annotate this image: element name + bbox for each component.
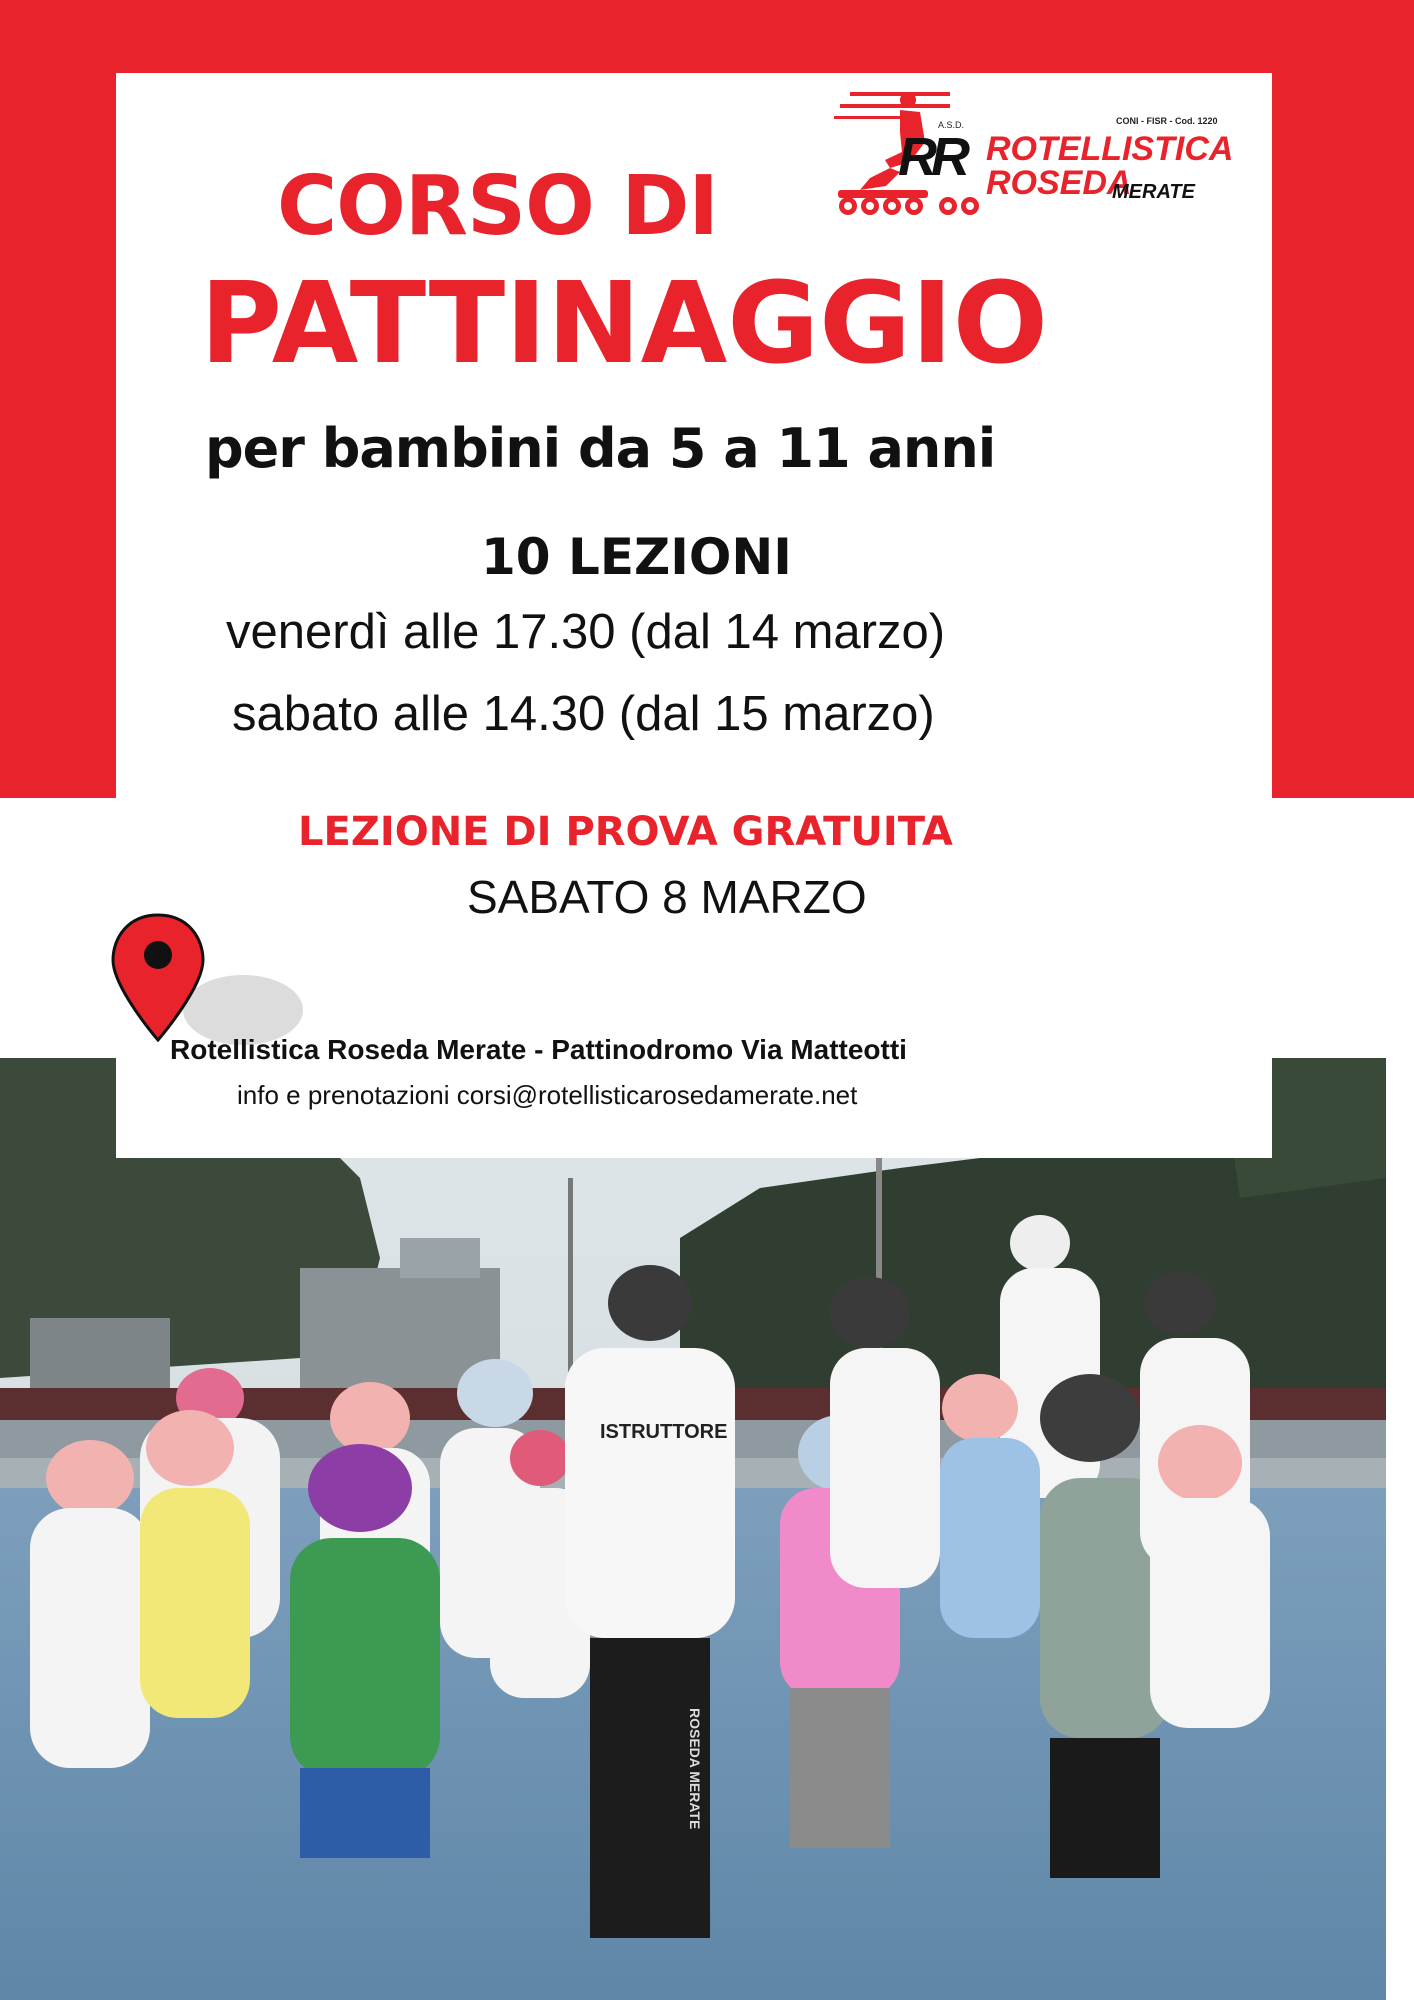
schedule-saturday: sabato alle 14.30 (dal 15 marzo) <box>232 687 935 741</box>
logo-line-roseda: ROSEDA <box>986 164 1132 202</box>
lessons-count: 10 LEZIONI <box>481 528 792 586</box>
instructor-shirt-text: ISTRUTTORE <box>600 1421 728 1443</box>
legging-print-text: ROSEDA MERATE <box>687 1708 703 1830</box>
free-trial-date: SABATO 8 MARZO <box>467 871 867 923</box>
free-trial-label: LEZIONE DI PROVA GRATUITA <box>298 809 953 855</box>
schedule-friday: venerdì alle 17.30 (dal 14 marzo) <box>226 605 946 659</box>
title-line-2: PATTINAGGIO <box>200 259 1048 389</box>
logo-monogram: RR <box>898 127 964 187</box>
booking-info[interactable]: info e prenotazioni corsi@rotellisticarosedamerate.net <box>237 1080 858 1110</box>
club-logo <box>830 82 1250 222</box>
logo-asd-text: A.S.D. <box>938 120 965 130</box>
logo-line-rotellistica: ROTELLISTICA <box>986 130 1234 168</box>
skating-class-photo <box>0 1058 1386 2000</box>
logo-line-merate: MERATE <box>1112 181 1195 203</box>
age-subtitle: per bambini da 5 a 11 anni <box>205 417 996 480</box>
title-line-1: CORSO DI <box>277 159 718 254</box>
map-pin-icon <box>108 910 308 1050</box>
logo-coni-text: CONI - FISR - Cod. 1220 <box>1116 116 1218 126</box>
location-name: Rotellistica Roseda Merate - Pattinodromo Via Matteotti <box>170 1034 907 1065</box>
